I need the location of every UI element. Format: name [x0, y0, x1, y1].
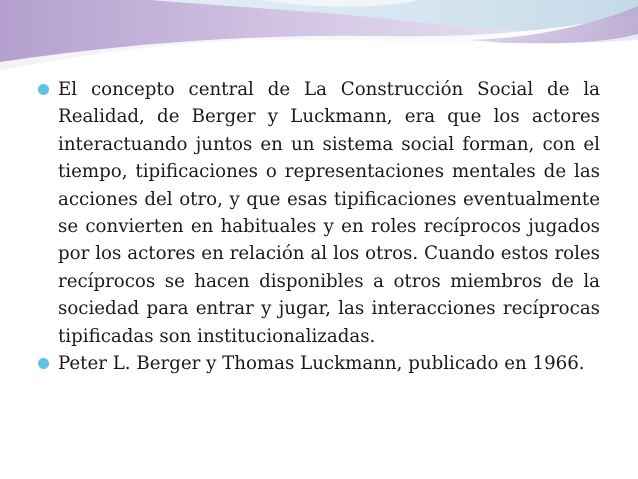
- bullet-item: [38, 350, 600, 377]
- bullet-item: [38, 76, 600, 350]
- bullet-text: El concepto central de La Construcción Social de la Realidad, de Berger y Luckmann, era que los actores interactuando juntos en un sistema social forman, con el tiempo, tipificaciones o representaciones mentales de las acciones del otro, y que esas tipificaciones eventualmente se convierten en habituales y en roles recíprocos jugados por los actores en relación al los otros. Cuando estos roles recíprocos se hacen disponibles a otros miembros de la sociedad para entrar y jugar, las interacciones recíprocas tipificadas son institucionalizadas.: [58, 79, 600, 347]
- bullet-dot-icon: [38, 358, 49, 369]
- bullet-list: [38, 76, 600, 377]
- header-wave-decoration: [0, 0, 638, 75]
- bullet-text: Peter L. Berger y Thomas Luckmann, publicado en 1966.: [58, 353, 585, 375]
- bullet-dot-icon: [38, 84, 49, 95]
